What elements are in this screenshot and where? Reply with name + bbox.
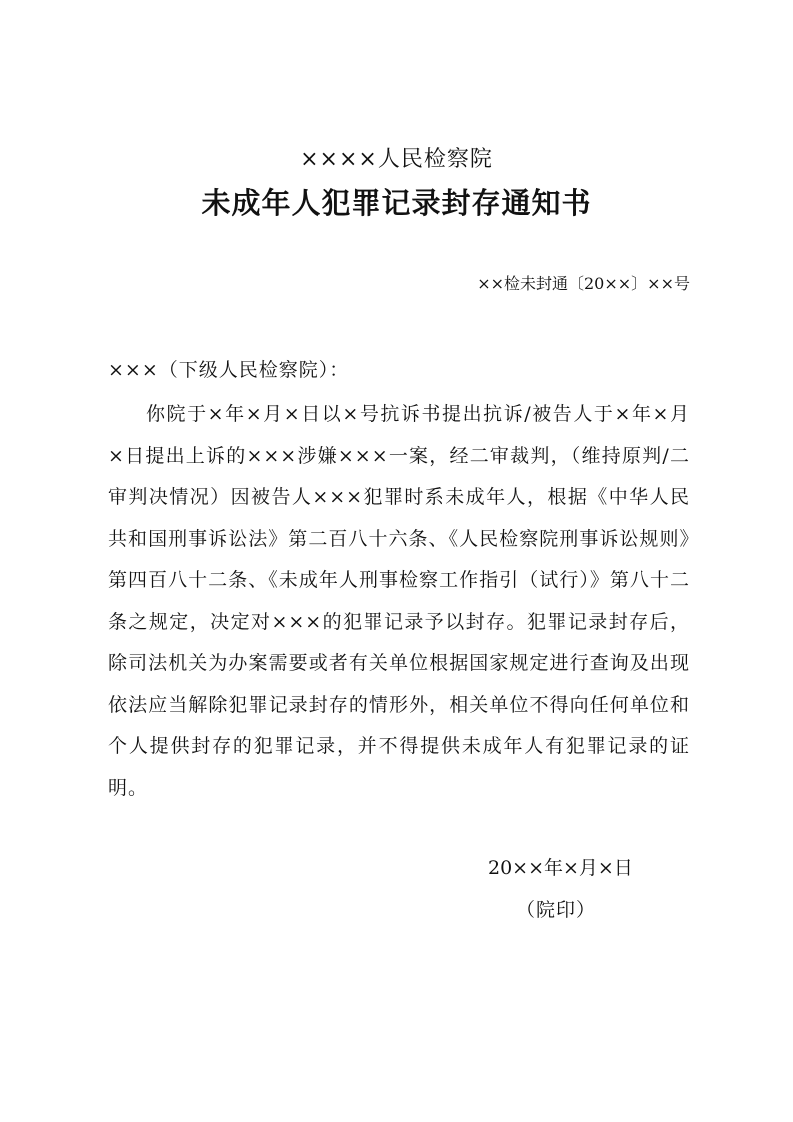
signature-date: 20××年×月×日 <box>488 857 633 879</box>
document-title: 未成年人犯罪记录封存通知书 <box>201 186 592 220</box>
seal-note: （院印） <box>516 899 597 921</box>
body-paragraph: 你院于×年×月×日以×号抗诉书提出抗诉/被告人于×年×月×日提出上诉的×××涉嫌×××一案，经二审裁判，（维持原判/二审判决情况）因被告人×××犯罪时系未成年人，根据《中华人民共和国刑事诉讼法》第二百八十六条、《人民检察院刑事诉讼规则》第四百八十二条、《未成年人刑事检察工作指引（试行）》第八十二条之规定，决定对×××的犯罪记录予以封存。犯罪记录封存后，除司法机关为办案需要或者有关单位根据国家规定进行查询及出现依法应当解除犯罪记录封存的情形外，相关单位不得向任何单位和个人提供封存的犯罪记录，并不得提供未成年人有犯罪记录的证明。 <box>108 403 690 799</box>
recipient-line: ×××（下级人民检察院）： <box>108 359 350 381</box>
organization-name: ××××人民检察院 <box>300 147 493 172</box>
document-number: ××检未封通〔20××〕××号 <box>477 274 690 293</box>
